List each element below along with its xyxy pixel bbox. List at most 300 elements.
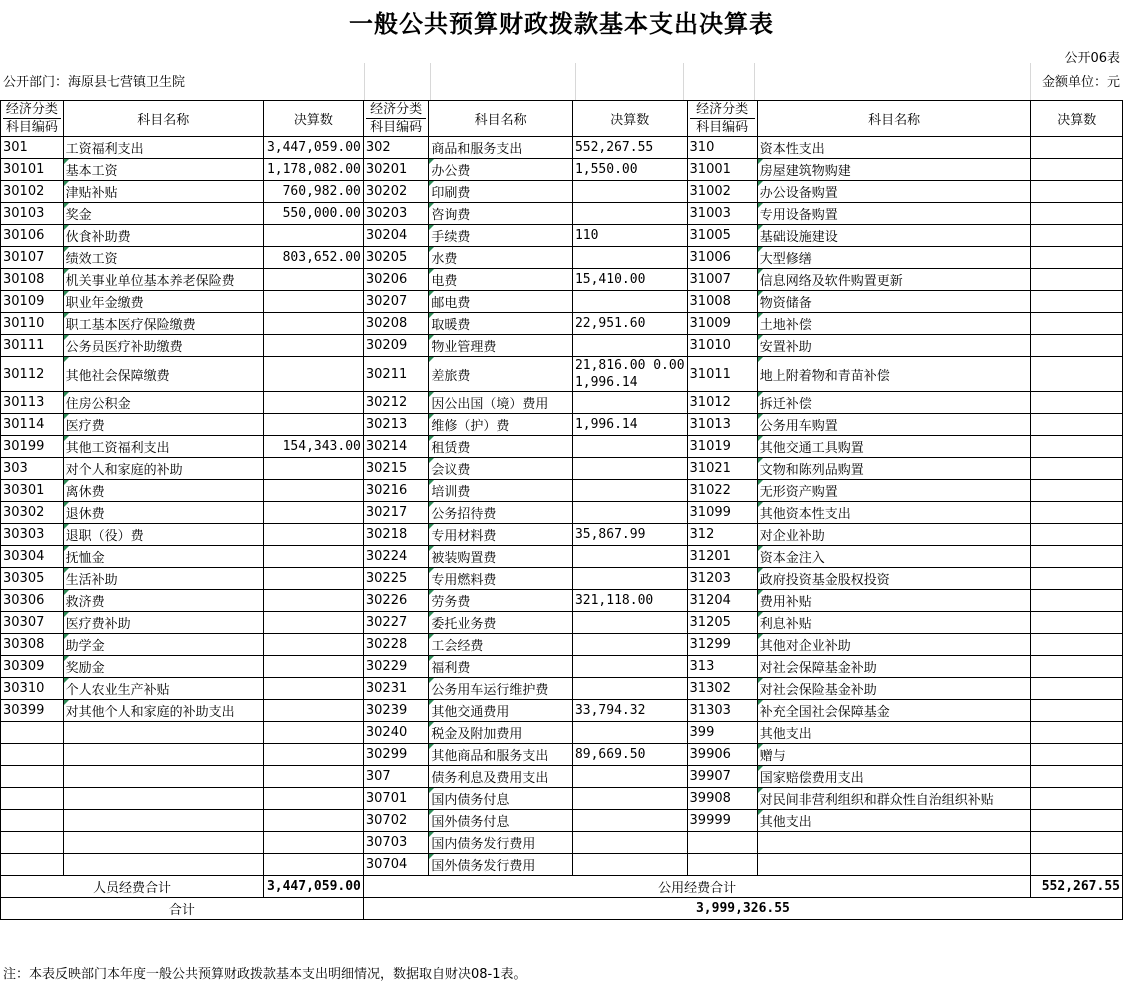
subject-name-cell: 地上附着物和青苗补偿 [757,357,1031,392]
table-row [1,590,1123,612]
subject-name-cell: 绩效工资 [63,247,263,269]
table-body [1,137,1123,876]
cell-marker [429,744,434,749]
table-row [1,181,1123,203]
amount-cell [572,458,687,480]
subject-name-cell: 资本性支出 [757,137,1031,159]
amount-cell [263,700,363,722]
subject-code-cell: 31007 [687,269,757,291]
cell-marker [429,546,434,551]
subject-name-cell: 印刷费 [429,181,573,203]
amount-cell [263,854,363,876]
amount-cell [1031,854,1123,876]
subject-name-cell: 物资储备 [757,291,1031,313]
subject-name-cell [63,744,263,766]
amount-cell [572,357,687,392]
amount-cell [1031,568,1123,590]
sheet-gridline [754,63,755,101]
subject-name-cell: 差旅费 [429,357,573,392]
table-row [1,524,1123,546]
subject-name-cell: 其他对企业补助 [757,634,1031,656]
table-row [1,568,1123,590]
subject-code-cell: 31010 [687,335,757,357]
subject-code-cell: 303 [1,458,64,480]
amount-cell [1031,766,1123,788]
cell-marker [429,159,434,164]
subject-name-cell: 劳务费 [429,590,573,612]
amount-cell: 760,982.00 [263,181,363,203]
amount-cell: 35,867.99 [572,524,687,546]
amount-cell [1031,832,1123,854]
sheet-gridline [1030,63,1031,101]
subject-name-cell: 助学金 [63,634,263,656]
amount-cell [1031,436,1123,458]
cell-marker [758,159,763,164]
grand-total-row [1,898,1123,920]
subject-code-cell: 302 [363,137,428,159]
amount-cell: 154,343.00 [263,436,363,458]
subject-code-cell: 30112 [1,357,64,392]
amount-cell [263,335,363,357]
amount-cell [263,480,363,502]
subject-name-cell: 其他商品和服务支出 [429,744,573,766]
amount-cell [263,722,363,744]
subject-code-cell: 31003 [687,203,757,225]
cell-marker [758,203,763,208]
cell-marker [429,357,434,362]
amount-line: 1,996.14 [574,375,638,390]
footnote: 注：本表反映部门本年度一般公共预算财政拨款基本支出明细情况，数据取自财决08-1表。 [3,967,527,982]
sheet-gridline [575,63,576,101]
amount-cell [572,634,687,656]
amount-cell: 803,652.00 [263,247,363,269]
subject-name-cell: 救济费 [63,590,263,612]
amount-cell [1031,700,1123,722]
subject-name-cell: 对个人和家庭的补助 [63,458,263,480]
amount-cell [1031,159,1123,181]
subject-name-cell: 奖励金 [63,656,263,678]
cell-marker [429,225,434,230]
cell-marker [429,700,434,705]
amount-cell [263,269,363,291]
cell-marker [758,392,763,397]
subject-code-cell: 31099 [687,502,757,524]
amount-cell [1031,392,1123,414]
subject-name-cell: 退休费 [63,502,263,524]
subject-name-cell: 离休费 [63,480,263,502]
subject-name-header: 科目名称 [63,101,263,137]
subject-name-cell: 商品和服务支出 [429,137,573,159]
subject-code-cell: 31013 [687,414,757,436]
cell-marker [758,458,763,463]
subject-name-header: 科目名称 [429,101,573,137]
amount-cell [1031,722,1123,744]
subject-name-cell: 无形资产购置 [757,480,1031,502]
amount-cell [263,788,363,810]
cell-marker [758,335,763,340]
subject-code-cell: 31201 [687,546,757,568]
subject-name-cell: 物业管理费 [429,335,573,357]
subject-code-cell: 307 [363,766,428,788]
cell-marker [758,225,763,230]
amount-cell: 15,410.00 [572,269,687,291]
subject-code-cell: 31011 [687,357,757,392]
subject-code-cell: 30225 [363,568,428,590]
table-row [1,137,1123,159]
subject-name-cell: 其他资本性支出 [757,502,1031,524]
sheet-gridline [683,63,684,101]
table-row [1,480,1123,502]
cell-marker [64,225,69,230]
table-row [1,810,1123,832]
amount-cell [572,722,687,744]
subject-name-cell: 水费 [429,247,573,269]
subject-code-cell: 39907 [687,766,757,788]
subject-code-cell: 30303 [1,524,64,546]
amount-cell [263,546,363,568]
subject-code-cell: 30302 [1,502,64,524]
subject-code-cell: 30212 [363,392,428,414]
subject-code-cell [1,810,64,832]
subject-code-cell: 30299 [363,744,428,766]
subject-name-cell: 其他社会保障缴费 [63,357,263,392]
subject-name-cell: 专用燃料费 [429,568,573,590]
subject-name-cell: 伙食补助费 [63,225,263,247]
amount-cell [572,678,687,700]
amount-cell [263,568,363,590]
amount-cell: 89,669.50 [572,744,687,766]
amount-cell [1031,656,1123,678]
expenditure-table [0,100,1123,920]
subject-code-label: 科目编码 [696,120,749,135]
subject-name-cell: 工资福利支出 [63,137,263,159]
subject-code-cell: 30204 [363,225,428,247]
amount-header: 决算数 [572,101,687,137]
amount-cell [1031,269,1123,291]
subject-name-cell: 因公出国（境）费用 [429,392,573,414]
cell-marker [429,854,434,859]
amount-cell [1031,480,1123,502]
subject-name-cell: 费用补贴 [757,590,1031,612]
subject-name-cell [63,810,263,832]
subject-name-cell: 国外债务发行费用 [429,854,573,876]
grand-total-label: 合计 [1,898,364,920]
amount-cell [263,678,363,700]
amount-cell [263,590,363,612]
subject-name-cell [63,832,263,854]
cell-marker [758,590,763,595]
subject-code-cell: 31021 [687,458,757,480]
subject-name-cell: 其他支出 [757,810,1031,832]
amount-cell [572,788,687,810]
subject-code-cell: 30216 [363,480,428,502]
amount-cell [1031,313,1123,335]
subject-name-cell: 对其他个人和家庭的补助支出 [63,700,263,722]
cell-marker [758,678,763,683]
subject-name-cell: 信息网络及软件购置更新 [757,269,1031,291]
grand-total-value: 3,999,326.55 [363,898,1122,920]
cell-marker [429,203,434,208]
subject-code-cell: 31006 [687,247,757,269]
subject-code-cell: 30310 [1,678,64,700]
subject-name-cell: 房屋建筑物购建 [757,159,1031,181]
subject-name-cell: 办公设备购置 [757,181,1031,203]
subject-code-cell [687,854,757,876]
amount-cell [1031,357,1123,392]
subject-code-cell: 30206 [363,269,428,291]
amount-cell [572,392,687,414]
amount-cell [572,436,687,458]
cell-marker [758,269,763,274]
amount-cell [1031,788,1123,810]
subject-code-label: 科目编码 [370,120,423,135]
subject-name-cell: 文物和陈列品购置 [757,458,1031,480]
amount-cell [1031,590,1123,612]
subject-code-cell: 30199 [1,436,64,458]
amount-cell [572,335,687,357]
subject-name-cell: 被装购置费 [429,546,573,568]
table-row [1,335,1123,357]
econ-class-label: 经济分类 [3,101,61,119]
subject-name-cell: 咨询费 [429,203,573,225]
subject-code-cell: 30308 [1,634,64,656]
amount-cell [1031,634,1123,656]
cell-marker [429,634,434,639]
subject-code-cell: 31204 [687,590,757,612]
subject-code-cell: 301 [1,137,64,159]
public-total-value: 552,267.55 [1031,876,1123,898]
amount-cell [263,810,363,832]
cell-marker [758,291,763,296]
amount-cell: 552,267.55 [572,137,687,159]
amount-header: 决算数 [263,101,363,137]
public-total-label: 公用经费合计 [363,876,1031,898]
subject-name-cell: 政府投资基金股权投资 [757,568,1031,590]
subject-code-cell: 30114 [1,414,64,436]
cell-marker [64,480,69,485]
subject-code-cell: 30213 [363,414,428,436]
table-row [1,744,1123,766]
cell-marker [429,524,434,529]
table-row [1,656,1123,678]
cell-marker [758,634,763,639]
cell-marker [64,502,69,507]
subject-code-cell: 30110 [1,313,64,335]
subject-code-cell: 30703 [363,832,428,854]
econ-class-label: 经济分类 [690,101,755,119]
subject-name-cell: 抚恤金 [63,546,263,568]
subject-code-cell: 31205 [687,612,757,634]
subject-code-cell: 30304 [1,546,64,568]
cell-marker [429,810,434,815]
subject-name-cell: 租赁费 [429,436,573,458]
subject-code-cell: 39999 [687,810,757,832]
subject-name-cell: 公务用车运行维护费 [429,678,573,700]
subject-name-cell: 电费 [429,269,573,291]
subject-name-cell: 国内债务发行费用 [429,832,573,854]
cell-marker [64,414,69,419]
subject-code-cell: 30399 [1,700,64,722]
cell-marker [429,313,434,318]
table-row [1,159,1123,181]
cell-marker [758,247,763,252]
cell-marker [758,612,763,617]
subject-name-cell: 对社会保障基金补助 [757,656,1031,678]
subject-code-cell: 30101 [1,159,64,181]
amount-cell [1031,810,1123,832]
amount-cell [263,744,363,766]
subject-name-cell: 维修（护）费 [429,414,573,436]
subject-code-cell: 31008 [687,291,757,313]
table-row [1,700,1123,722]
cell-marker [64,335,69,340]
amount-cell [1031,524,1123,546]
table-row [1,832,1123,854]
cell-marker [64,634,69,639]
table-row [1,269,1123,291]
subject-name-cell: 委托业务费 [429,612,573,634]
subject-name-cell: 奖金 [63,203,263,225]
subject-code-cell: 31012 [687,392,757,414]
amount-cell [263,656,363,678]
econ-class-header [687,101,757,137]
table-row [1,203,1123,225]
amount-cell [263,524,363,546]
amount-cell [572,568,687,590]
econ-class-header [363,101,428,137]
cell-marker [64,436,69,441]
personnel-total-value: 3,447,059.00 [263,876,363,898]
subject-name-cell: 公务招待费 [429,502,573,524]
cell-marker [429,392,434,397]
subject-name-cell: 生活补助 [63,568,263,590]
subject-code-cell: 312 [687,524,757,546]
amount-cell [1031,678,1123,700]
cell-marker [64,181,69,186]
subject-name-cell: 资本金注入 [757,546,1031,568]
subject-name-cell: 国外债务付息 [429,810,573,832]
subject-code-cell: 30201 [363,159,428,181]
amount-cell: 1,550.00 [572,159,687,181]
subject-name-cell: 国内债务付息 [429,788,573,810]
cell-marker [429,291,434,296]
cell-marker [429,335,434,340]
table-row [1,392,1123,414]
subject-name-cell: 对社会保险基金补助 [757,678,1031,700]
cell-marker [758,313,763,318]
amount-cell [572,546,687,568]
cell-marker [64,590,69,595]
subject-name-cell: 公务用车购置 [757,414,1031,436]
cell-marker [429,612,434,617]
cell-marker [429,480,434,485]
amount-cell [572,810,687,832]
cell-marker [429,590,434,595]
amount-cell: 3,447,059.00 [263,137,363,159]
subject-name-cell: 补充全国社会保障基金 [757,700,1031,722]
amount-cell: 1,178,082.00 [263,159,363,181]
subject-name-cell: 基础设施建设 [757,225,1031,247]
subject-code-cell: 30214 [363,436,428,458]
cell-marker [758,568,763,573]
cell-marker [64,313,69,318]
cell-marker [64,357,69,362]
subject-code-cell: 30203 [363,203,428,225]
form-number: 公开06表 [1064,51,1120,66]
subject-code-cell: 30205 [363,247,428,269]
amount-cell [263,225,363,247]
unit-label: 金额单位：元 [1041,75,1120,90]
subject-name-cell: 公务员医疗补助缴费 [63,335,263,357]
amount-cell [263,392,363,414]
amount-cell [263,313,363,335]
subject-name-header: 科目名称 [757,101,1031,137]
amount-cell [572,502,687,524]
subject-code-cell: 30704 [363,854,428,876]
amount-cell [1031,181,1123,203]
subject-name-cell: 国家赔偿费用支出 [757,766,1031,788]
cell-marker [758,700,763,705]
table-row [1,436,1123,458]
subject-code-label: 科目编码 [5,120,58,135]
amount-cell [572,656,687,678]
subject-code-cell: 30309 [1,656,64,678]
table-row [1,502,1123,524]
subject-code-cell: 31001 [687,159,757,181]
subject-name-cell: 机关事业单位基本养老保险费 [63,269,263,291]
subject-code-cell: 31299 [687,634,757,656]
subject-code-cell: 30239 [363,700,428,722]
cell-marker [64,269,69,274]
subject-name-cell: 债务利息及费用支出 [429,766,573,788]
subject-code-cell: 30207 [363,291,428,313]
table-row [1,612,1123,634]
cell-marker [64,546,69,551]
subject-code-cell: 31019 [687,436,757,458]
subject-code-cell [687,832,757,854]
subject-name-cell: 工会经费 [429,634,573,656]
sheet-gridline [430,63,431,101]
amount-cell [263,414,363,436]
subject-name-cell [757,832,1031,854]
subtotal-row [1,876,1123,898]
amount-cell: 1,996.14 [572,414,687,436]
amount-cell [1031,612,1123,634]
amount-cell [1031,225,1123,247]
cell-marker [64,568,69,573]
cell-marker [758,502,763,507]
subject-code-cell: 31302 [687,678,757,700]
subject-name-cell: 专用设备购置 [757,203,1031,225]
amount-cell [572,203,687,225]
subject-name-cell: 拆迁补偿 [757,392,1031,414]
subject-name-cell: 手续费 [429,225,573,247]
subject-code-cell: 30103 [1,203,64,225]
subject-code-cell [1,832,64,854]
subject-code-cell: 30111 [1,335,64,357]
amount-cell [263,766,363,788]
amount-cell [1031,414,1123,436]
subject-name-cell: 住房公积金 [63,392,263,414]
cell-marker [758,480,763,485]
cell-marker [758,810,763,815]
subject-code-cell: 30217 [363,502,428,524]
subject-name-cell: 会议费 [429,458,573,480]
amount-cell [1031,458,1123,480]
cell-marker [758,744,763,749]
amount-cell [263,832,363,854]
subject-code-cell: 31002 [687,181,757,203]
